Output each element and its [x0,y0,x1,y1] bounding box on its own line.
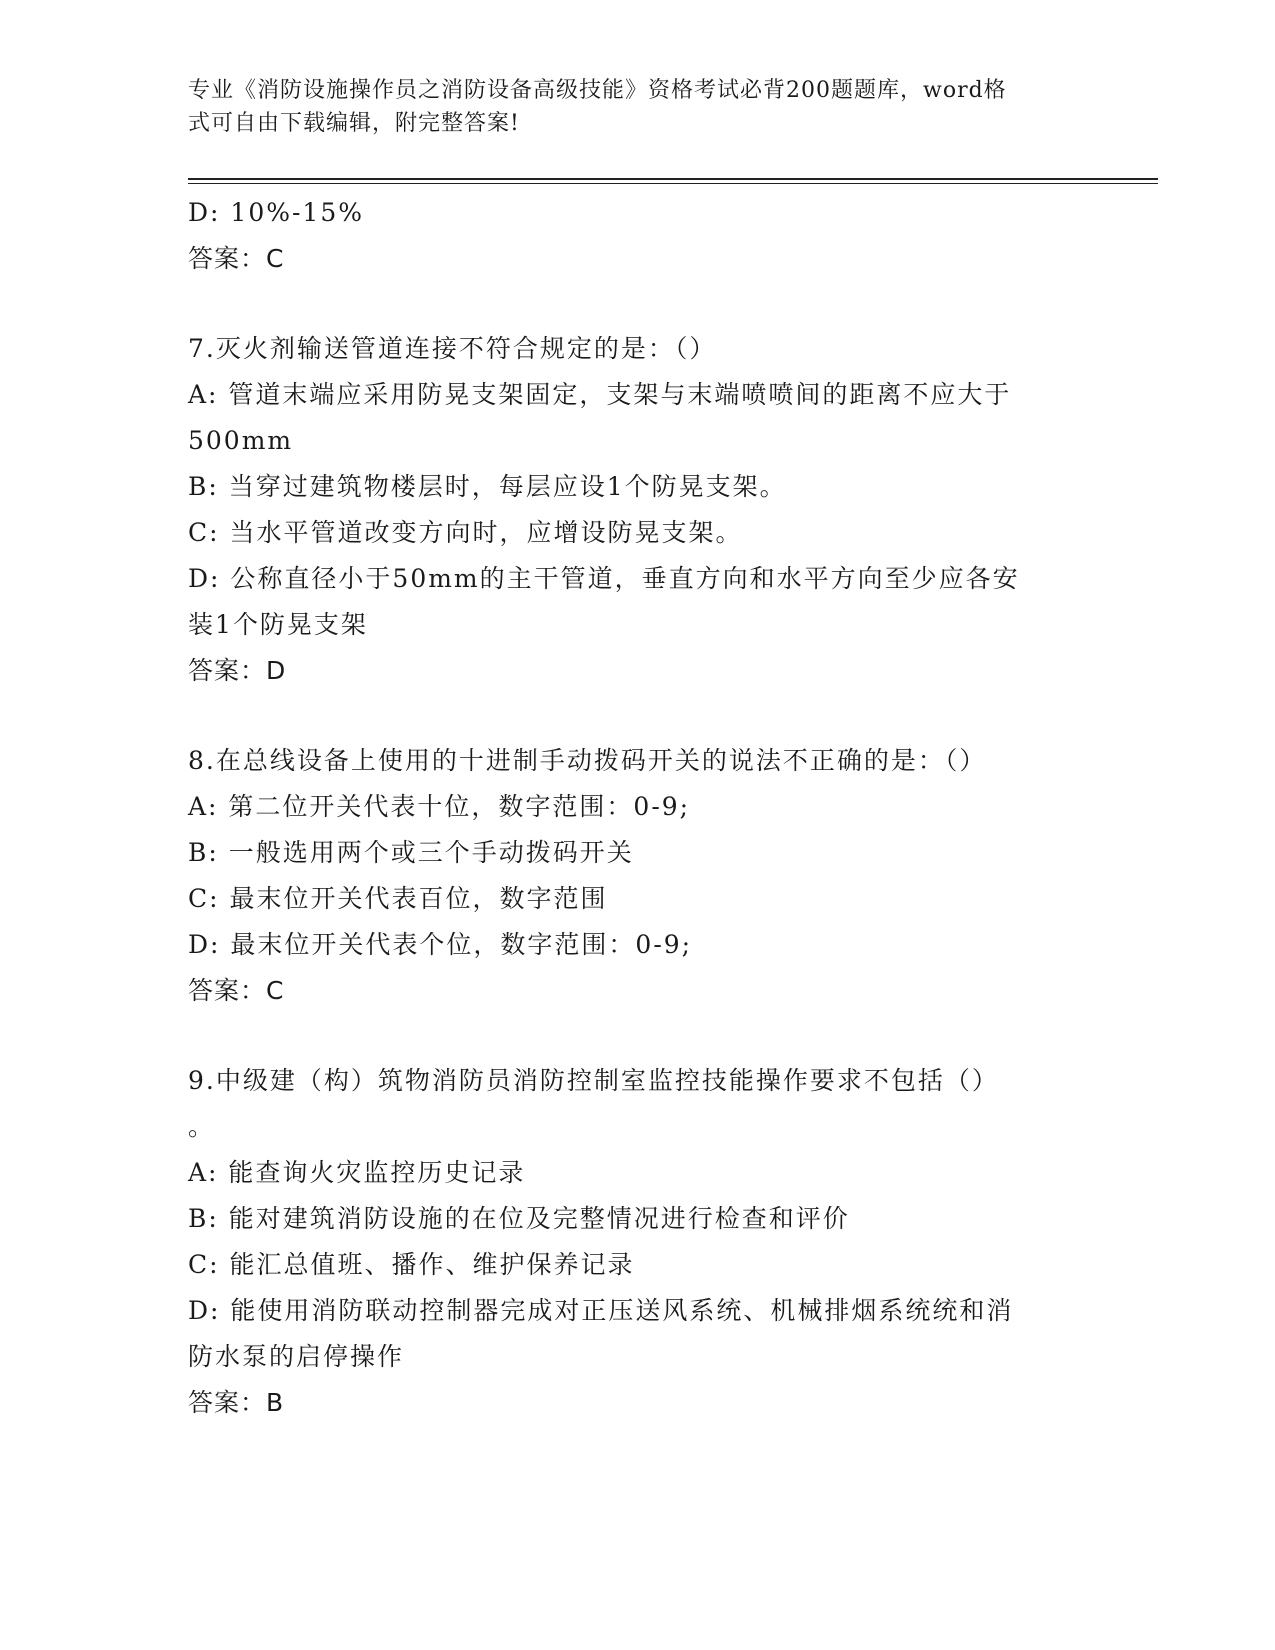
question-stem: 7.灭火剂输送管道连接不符合规定的是：（） [188,334,717,363]
header-divider-thick [188,178,1158,180]
header-divider-thin [188,183,1158,184]
option-d-continued: 防水泵的启停操作 [188,1342,405,1371]
option-d: D: 10%-15% [188,198,364,227]
option-a: A: 能查询火灾监控历史记录 [188,1158,526,1187]
option-d: D: 能使用消防联动控制器完成对正压送风系统、机械排烟系统统和消 [188,1296,1014,1325]
question-stem: 8.在总线设备上使用的十进制手动拨码开关的说法不正确的是：（） [188,746,987,775]
option-c: C: 最末位开关代表百位，数字范围 [188,884,608,913]
question-7 [188,326,1088,694]
question-stem: 9.中级建（构）筑物消防员消防控制室监控技能操作要求不包括（） [188,1066,999,1095]
answer-line: 答案：D [188,656,287,685]
answer-line: 答案：C [188,976,285,1005]
question-list [188,190,1088,1426]
option-c: C: 当水平管道改变方向时，应增设防晃支架。 [188,518,743,547]
option-b: B: 一般选用两个或三个手动拨码开关 [188,838,634,867]
option-b: B: 当穿过建筑物楼层时，每层应设1个防晃支架。 [188,472,787,501]
option-a-continued: 500mm [188,426,294,455]
option-d-continued: 装1个防晃支架 [188,610,368,639]
header-line-1: 专业《消防设施操作员之消防设备高级技能》资格考试必背200题题库，word格 [188,78,1007,103]
spacer [188,282,1088,326]
option-c: C: 能汇总值班、播作、维护保养记录 [188,1250,635,1279]
spacer [188,1014,1088,1058]
question-stem-continued: 。 [188,1112,216,1141]
previous-question-tail [188,190,1088,282]
spacer [188,694,1088,738]
option-a: A: 第二位开关代表十位，数字范围：0-9; [188,792,691,821]
option-d: D: 最末位开关代表个位，数字范围：0-9; [188,930,693,959]
header-line-2: 式可自由下载编辑，附完整答案! [188,111,520,136]
option-b: B: 能对建筑消防设施的在位及完整情况进行检查和评价 [188,1204,850,1233]
answer-line: 答案：B [188,1388,285,1417]
question-8 [188,738,1088,1014]
question-9 [188,1058,1088,1426]
option-a: A: 管道末端应采用防晃支架固定，支架与末端喷喷间的距离不应大于 [188,380,1012,409]
document-header [188,74,1088,140]
answer-line: 答案：C [188,244,285,273]
option-d: D: 公称直径小于50mm的主干管道，垂直方向和水平方向至少应各安 [188,564,1020,593]
